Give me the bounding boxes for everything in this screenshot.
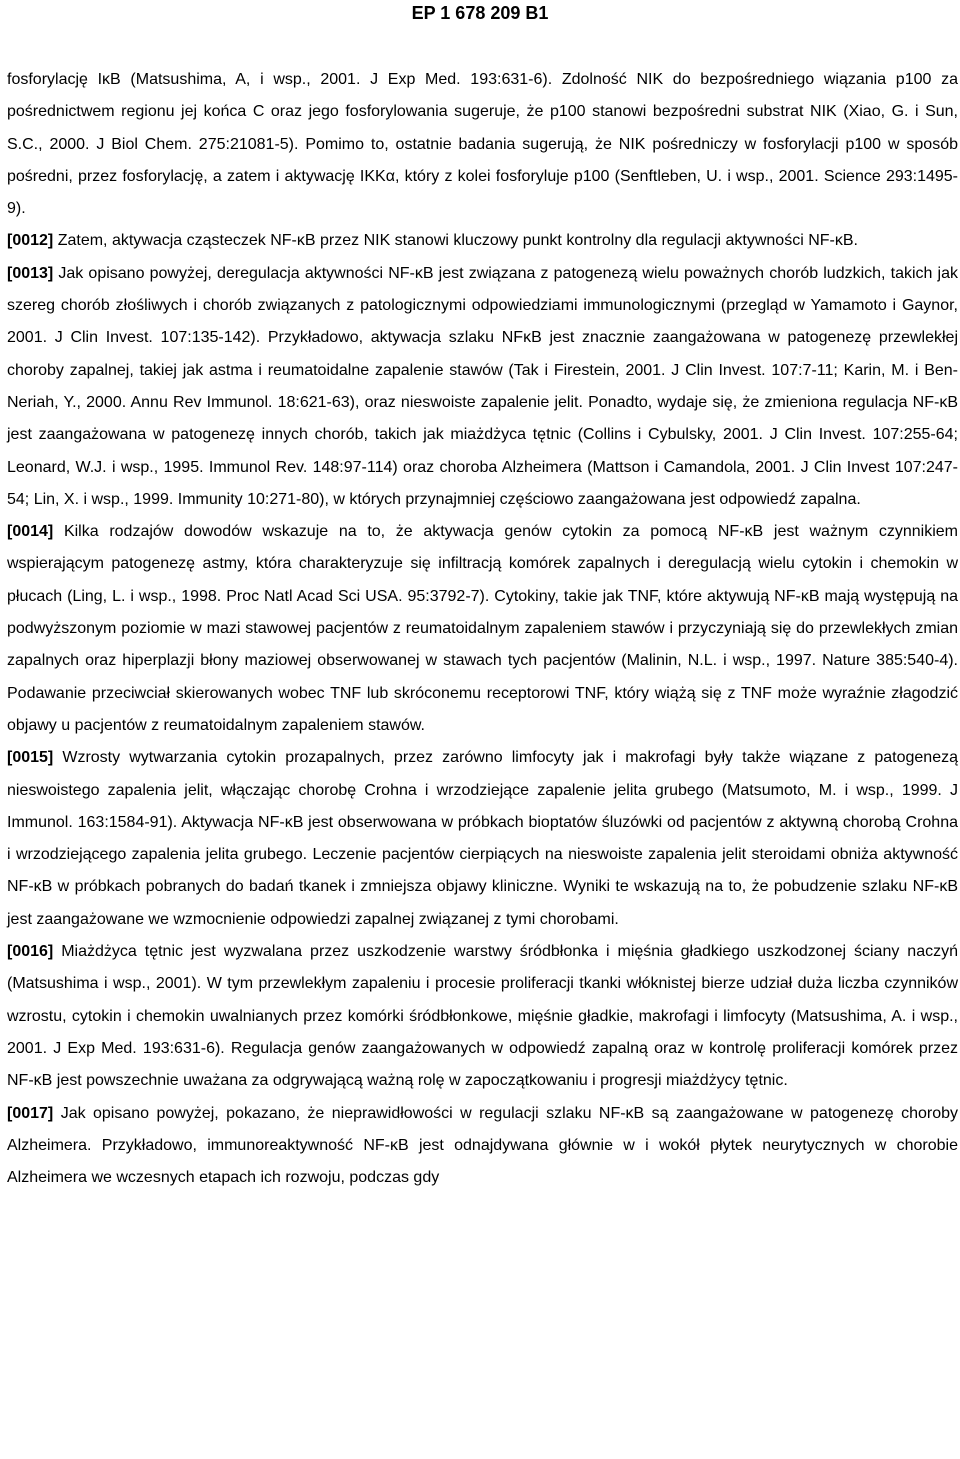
paragraph-number: [0014] <box>7 523 54 541</box>
paragraph-text: Wzrosty wytwarzania cytokin prozapalnych, przez zarówno limfocyty jak i makrofagi były także wiązane z patogenezą nieswoistego zapalenia jelit, włączając chorobę Crohna i wrzodziejące zapalenie jelita grubego (Matsumoto, M. i wsp., 1999. J Immunol. 163:1584-91). Aktywacja NF-κB jest obserwowana w próbkach bioptatów śluzówki od pacjentów z aktywną chorobą Crohna i wrzodziejącego zapalenia jelita grubego. Leczenie pacjentów cierpiących na nieswoiste zapalenia jelit steroidami obniża aktywność NF-κB w próbkach pobranych do badań tkanek i zmniejsza objawy kliniczne. Wyniki te wskazują na to, że pobudzenie szlaku NF-κB jest zaangażowane we wzmocnienie odpowiedzi zapalnej związanej z tymi chorobami. <box>7 749 958 928</box>
page-header <box>0 0 960 26</box>
paragraph-0017 <box>7 1098 958 1195</box>
paragraph-number: [0017] <box>7 1104 54 1122</box>
paragraph-continuation <box>7 64 958 225</box>
paragraph-text: Kilka rodzajów dowodów wskazuje na to, że aktywacja genów cytokin za pomocą NF-κB jest ważnym czynnikiem wspierającym patogenezę astmy, która charakteryzuje się infiltracją komórek zapalnych i deregulacją wielu cytokin i chemokin w płucach (Ling, L. i wsp., 1998. Proc Natl Acad Sci USA. 95:3792-7). Cytokiny, takie jak TNF, które aktywują NF-κB mają występują na podwyższonym poziomie w mazi stawowej pacjentów z reumatoidalnym zapaleniem stawów i przyczyniają się do przewlekłych zmian zapalnych oraz hiperplazji błony maziowej obserwowanej w stawach tych pacjentów (Malinin, N.L. i wsp., 1997. Nature 385:540-4). Podawanie przeciwciał skierowanych wobec TNF lub skróconemu receptorowi TNF, który wiążą się z TNF może wyraźnie złagodzić objawy u pacjentów z reumatoidalnym zapaleniem stawów. <box>7 523 958 734</box>
paragraph-number: [0012] <box>7 232 54 250</box>
paragraph-number: [0013] <box>7 264 54 282</box>
paragraph-text: Miażdżyca tętnic jest wyzwalana przez uszkodzenie warstwy śródbłonka i mięśnia gładkiego uszkodzonej ściany naczyń (Matsushima i wsp., 2001). W tym przewlekłym zapaleniu i procesie proliferacji tkanki włóknistej bierze udział duża liczba czynników wzrostu, cytokin i chemokin uwalnianych przez komórki śródbłonkowe, mięśnie gładkie, makrofagi i limfocyty (Matsushima, A. i wsp., 2001. J Exp Med. 193:631-6). Regulacja genów zaangażowanych w odpowiedź zapalną oraz w kontrolę proliferacji komórek przez NF-κB jest powszechnie uważana za odgrywającą ważną rolę w zapoczątkowaniu i progresji miażdżycy tętnic. <box>7 943 958 1090</box>
paragraph-0014 <box>7 516 958 742</box>
paragraph-0013 <box>7 258 958 516</box>
patent-number: EP 1 678 209 B1 <box>411 3 549 23</box>
paragraph-number: [0016] <box>7 943 54 961</box>
paragraph-number: [0015] <box>7 749 54 767</box>
document-body <box>7 64 958 1194</box>
paragraph-0015 <box>7 742 958 936</box>
paragraph-text: fosforylację IκB (Matsushima, A, i wsp., 2001. J Exp Med. 193:631-6). Zdolność NIK do bezpośredniego wiązania p100 za pośrednictwem regionu jej końca C oraz jego fosforylowania sugeruje, że p100 stanowi bezpośredni substrat NIK (Xiao, G. i Sun, S.C., 2000. J Biol Chem. 275:21081-5). Pomimo to, ostatnie badania sugerują, że NIK pośredniczy w fosforylacji p100 w sposób pośredni, przez fosforylację, a zatem i aktywację IKKα, który z kolei fosforyluje p100 (Senftleben, U. i wsp., 2001. Science 293:1495-9). <box>7 71 958 218</box>
paragraph-text: Zatem, aktywacja cząsteczek NF-κB przez NIK stanowi kluczowy punkt kontrolny dla regulacji aktywności NF-κB. <box>57 232 858 250</box>
paragraph-0016 <box>7 936 958 1097</box>
paragraph-text: Jak opisano powyżej, deregulacja aktywności NF-κB jest związana z patogenezą wielu poważnych chorób ludzkich, takich jak szereg chorób złośliwych i chorób związanych z patologicznymi odpowiedziami immunologicznymi (przegląd w Yamamoto i Gaynor, 2001. J Clin Invest. 107:135-142). Przykładowo, aktywacja szlaku NFκB jest znacznie zaangażowana w patogenezę przewlekłej choroby zapalnej, takiej jak astma i reumatoidalne zapalenie stawów (Tak i Firestein, 2001. J Clin Invest. 107:7-11; Karin, M. i Ben-Neriah, Y., 2000. Annu Rev Immunol. 18:621-63), oraz nieswoiste zapalenie jelit. Ponadto, wydaje się, że zmieniona regulacja NF-κB jest zaangażowana w patogenezę innych chorób, takich jak miażdżyca tętnic (Collins i Cybulsky, 2001. J Clin Invest. 107:255-64; Leonard, W.J. i wsp., 1995. Immunol Rev. 148:97-114) oraz choroba Alzheimera (Mattson i Camandola, 2001. J Clin Invest 107:247-54; Lin, X. i wsp., 1999. Immunity 10:271-80), w których przynajmniej częściowo zaangażowana jest odpowiedź zapalna. <box>7 264 959 508</box>
paragraph-text: Jak opisano powyżej, pokazano, że nieprawidłowości w regulacji szlaku NF-κB są zaangażowane w patogenezę choroby Alzheimera. Przykładowo, immunoreaktywność NF-κB jest odnajdywana głównie w i wokół płytek neurytycznych w chorobie Alzheimera we wczesnych etapach ich rozwoju, podczas gdy <box>7 1104 959 1187</box>
paragraph-0012 <box>7 225 958 257</box>
